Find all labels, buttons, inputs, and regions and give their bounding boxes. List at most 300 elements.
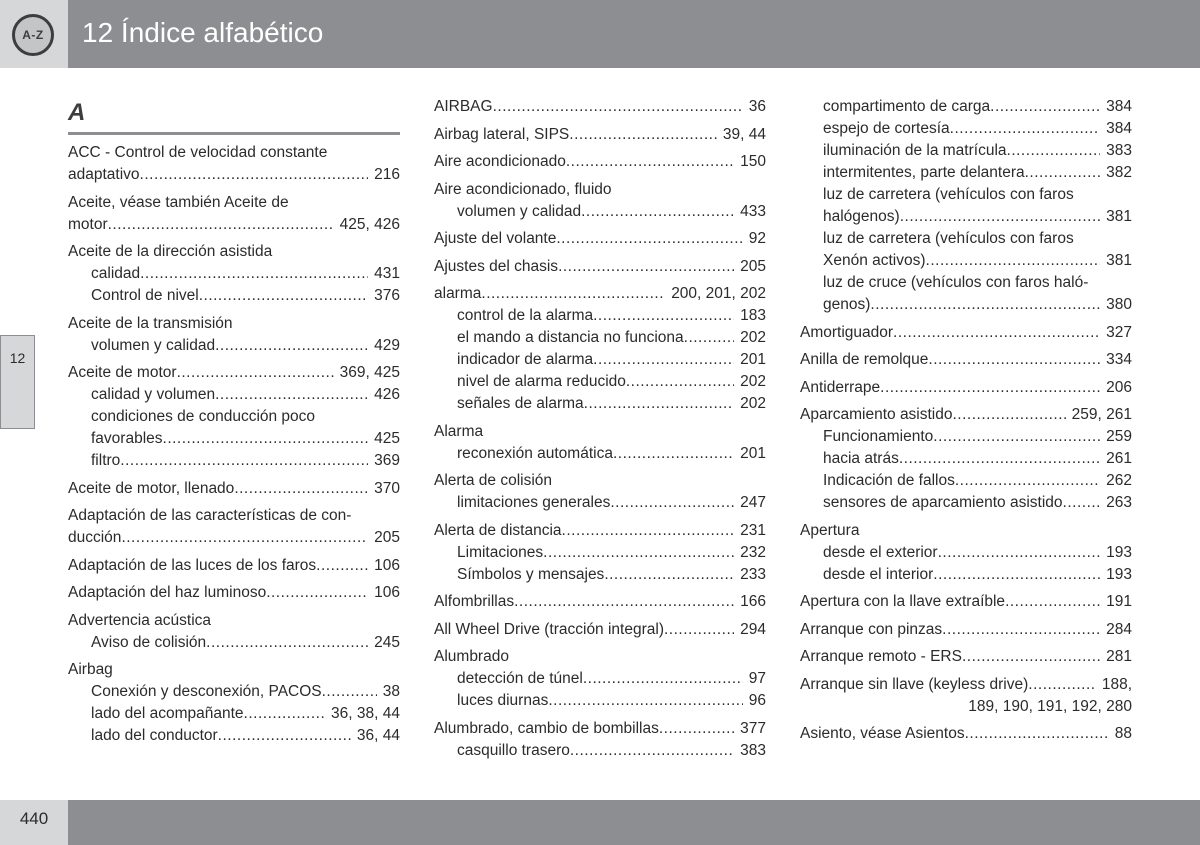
dot-leader bbox=[955, 470, 1100, 492]
entry-term: sensores de aparcamiento asistido bbox=[823, 494, 1063, 511]
entry-term: Adaptación de las características de con- bbox=[68, 507, 352, 524]
index-entry bbox=[68, 610, 400, 654]
index-line bbox=[68, 555, 400, 577]
page-number-box bbox=[0, 800, 68, 845]
entry-term: Alerta de colisión bbox=[434, 472, 553, 489]
page-reference: 381 bbox=[1106, 252, 1132, 269]
page-reference: 97 bbox=[748, 670, 766, 687]
entry-term: volumen y calidad bbox=[91, 336, 216, 354]
index-subentry bbox=[434, 305, 766, 327]
index-entry bbox=[800, 591, 1132, 613]
entry-term: Alerta de distancia bbox=[434, 521, 562, 539]
page-reference: 259, 261 bbox=[1071, 406, 1132, 423]
dot-leader bbox=[177, 362, 334, 384]
index-subentry bbox=[434, 668, 766, 690]
entry-term: Alumbrado, cambio de bombillas bbox=[434, 719, 659, 737]
entry-term: alarma bbox=[434, 285, 482, 302]
page-reference: 188, bbox=[1101, 675, 1132, 693]
entry-term: Aire acondicionado bbox=[434, 153, 566, 170]
page-reference: 205 bbox=[740, 257, 766, 275]
entry-term: Conexión y desconexión, PACOS bbox=[91, 683, 322, 700]
index-line bbox=[800, 646, 1132, 668]
a-z-index-icon: A-Z bbox=[12, 14, 54, 56]
index-subentry bbox=[434, 349, 766, 371]
index-subentry bbox=[800, 184, 1132, 206]
page-reference: 261 bbox=[1106, 450, 1132, 467]
page-reference: 106 bbox=[374, 584, 400, 601]
entry-term: filtro bbox=[91, 452, 121, 469]
index-entry bbox=[800, 674, 1132, 718]
entry-term: compartimento de carga bbox=[823, 98, 991, 115]
dot-leader bbox=[140, 164, 369, 186]
index-entry bbox=[800, 377, 1132, 399]
index-subentry bbox=[434, 542, 766, 564]
page-reference: 36 bbox=[748, 98, 766, 115]
entry-term: el mando a distancia no funciona bbox=[457, 329, 684, 346]
entry-term: volumen y calidad bbox=[457, 202, 582, 220]
entry-term: control de la alarma bbox=[457, 307, 594, 324]
index-line bbox=[68, 142, 400, 164]
entry-term: Airbag bbox=[68, 661, 113, 678]
dot-leader bbox=[950, 118, 1100, 140]
dot-leader bbox=[1025, 162, 1101, 184]
page-reference: 294 bbox=[740, 620, 766, 638]
page-reference: 231 bbox=[740, 521, 766, 539]
page-reference: 106 bbox=[374, 556, 400, 574]
page-reference: 36, 44 bbox=[356, 727, 400, 744]
index-subentry bbox=[434, 564, 766, 586]
page-reference: 232 bbox=[740, 543, 766, 561]
dot-leader bbox=[933, 426, 1100, 448]
entry-term: Airbag lateral, SIPS bbox=[434, 125, 570, 143]
index-subentry bbox=[800, 250, 1132, 272]
page-reference: 327 bbox=[1106, 323, 1132, 341]
entry-term: condiciones de conducción poco bbox=[91, 408, 316, 425]
page-reference: 380 bbox=[1106, 296, 1132, 313]
index-subentry bbox=[800, 564, 1132, 586]
index-entry bbox=[434, 646, 766, 712]
dot-leader bbox=[121, 527, 368, 549]
index-subentry bbox=[68, 406, 400, 428]
dot-leader bbox=[965, 723, 1109, 745]
dot-leader bbox=[893, 322, 1100, 344]
index-entry bbox=[434, 470, 766, 514]
index-entry bbox=[434, 283, 766, 415]
dot-leader bbox=[870, 294, 1100, 316]
entry-term: luces diurnas bbox=[457, 692, 549, 709]
dot-leader bbox=[583, 668, 743, 690]
page-reference: 377 bbox=[740, 719, 766, 737]
page-reference: 247 bbox=[740, 494, 766, 511]
index-line bbox=[800, 723, 1132, 745]
page-reference: 384 bbox=[1106, 120, 1132, 137]
page-reference: 334 bbox=[1106, 351, 1132, 368]
entry-term: Arranque remoto - ERS bbox=[800, 648, 962, 665]
dot-leader bbox=[120, 450, 368, 472]
page-reference: 150 bbox=[740, 153, 766, 170]
index-subentry bbox=[68, 450, 400, 472]
index-line bbox=[800, 591, 1132, 613]
entry-term: Amortiguador bbox=[800, 323, 894, 341]
page-footer bbox=[0, 800, 1200, 845]
index-subentry bbox=[800, 492, 1132, 514]
index-entry bbox=[68, 362, 400, 472]
index-line bbox=[800, 377, 1132, 399]
index-line bbox=[800, 674, 1132, 696]
entry-term: Aceite, véase también Aceite de bbox=[68, 193, 289, 211]
dot-leader bbox=[664, 619, 734, 641]
index-entry bbox=[68, 582, 400, 604]
index-entry bbox=[434, 256, 766, 278]
index-entry bbox=[68, 192, 400, 236]
index-entry bbox=[434, 421, 766, 465]
index-subentry bbox=[68, 285, 400, 307]
index-line bbox=[68, 659, 400, 681]
entry-term: Funcionamiento bbox=[823, 428, 934, 445]
dot-leader bbox=[928, 349, 1100, 371]
entry-term: lado del conductor bbox=[91, 727, 218, 744]
index-subentry bbox=[800, 162, 1132, 184]
index-line bbox=[68, 362, 400, 384]
dot-leader bbox=[493, 96, 743, 118]
index-entry bbox=[68, 313, 400, 357]
page-reference: 193 bbox=[1106, 543, 1132, 561]
entry-term: Alfombrillas bbox=[434, 593, 515, 610]
index-line bbox=[434, 718, 766, 740]
dot-leader bbox=[1005, 591, 1100, 613]
index-line bbox=[434, 96, 766, 118]
page-reference: 425, 426 bbox=[339, 215, 400, 233]
page-reference: 96 bbox=[748, 692, 766, 709]
page-reference: 191 bbox=[1106, 593, 1132, 610]
entry-term: luz de carretera (vehículos con faros bbox=[823, 230, 1074, 247]
entry-term: Apertura bbox=[800, 521, 860, 539]
index-entry bbox=[68, 142, 400, 186]
index-subentry bbox=[434, 690, 766, 712]
index-line bbox=[68, 582, 400, 604]
dot-leader bbox=[514, 591, 734, 613]
dot-leader bbox=[234, 478, 368, 500]
entry-term: Arranque con pinzas bbox=[800, 620, 943, 638]
index-entry bbox=[434, 591, 766, 613]
dot-leader bbox=[215, 335, 368, 357]
entry-term: detección de túnel bbox=[457, 670, 583, 687]
index-subentry bbox=[800, 542, 1132, 564]
entry-term: casquillo trasero bbox=[457, 741, 570, 759]
entry-term: Aparcamiento asistido bbox=[800, 406, 953, 423]
entry-term: Aire acondicionado, fluido bbox=[434, 180, 612, 198]
page-reference: 384 bbox=[1106, 98, 1132, 115]
entry-term: Aceite de motor bbox=[68, 364, 177, 381]
dot-leader bbox=[626, 371, 734, 393]
page-header bbox=[0, 0, 1200, 68]
entry-term: Aceite de la transmisión bbox=[68, 314, 233, 332]
index-subentry bbox=[800, 470, 1132, 492]
entry-term: calidad bbox=[91, 265, 141, 282]
entry-term: Aviso de colisión bbox=[91, 633, 207, 651]
page-number: 440 bbox=[19, 809, 49, 828]
dot-leader bbox=[942, 619, 1100, 641]
entry-term: adaptativo bbox=[68, 166, 140, 183]
entry-term: Alumbrado bbox=[434, 648, 509, 665]
dot-leader bbox=[610, 492, 734, 514]
index-subentry bbox=[434, 327, 766, 349]
dot-leader bbox=[880, 377, 1100, 399]
page-reference: 281 bbox=[1106, 648, 1132, 665]
index-line bbox=[800, 322, 1132, 344]
dot-leader bbox=[593, 305, 734, 327]
page-reference: 202 bbox=[740, 373, 766, 390]
dot-leader bbox=[163, 428, 369, 450]
dot-leader bbox=[613, 443, 734, 465]
entry-term: lado del acompañante bbox=[91, 705, 244, 722]
page-reference: 425 bbox=[374, 430, 400, 447]
page-reference: 189, 190, 191, 192, 280 bbox=[968, 697, 1132, 715]
dot-leader bbox=[266, 582, 368, 604]
page-reference: 88 bbox=[1114, 725, 1132, 742]
entry-term: luz de carretera (vehículos con faros bbox=[823, 186, 1074, 203]
entry-term: Alarma bbox=[434, 422, 484, 440]
index-entry bbox=[434, 520, 766, 586]
dot-leader bbox=[562, 520, 735, 542]
dot-leader bbox=[581, 201, 734, 223]
dot-leader bbox=[566, 151, 734, 173]
index-subentry bbox=[434, 740, 766, 762]
index-subentry bbox=[434, 371, 766, 393]
index-subentry bbox=[434, 492, 766, 514]
index-entry bbox=[800, 619, 1132, 641]
entry-term: Aceite de la dirección asistida bbox=[68, 243, 273, 260]
entry-term: All Wheel Drive (tracción integral) bbox=[434, 620, 664, 638]
dot-leader bbox=[558, 256, 734, 278]
page-reference: 426 bbox=[374, 386, 400, 403]
entry-term: indicador de alarma bbox=[457, 351, 594, 368]
page-reference: 205 bbox=[374, 529, 400, 546]
index-line bbox=[434, 228, 766, 250]
entry-term: Limitaciones bbox=[457, 543, 544, 561]
index-entry bbox=[68, 659, 400, 747]
index-subentry bbox=[68, 428, 400, 450]
entry-term: Anilla de remolque bbox=[800, 351, 929, 368]
index-subentry bbox=[434, 393, 766, 415]
entry-term: iluminación de la matrícula bbox=[823, 142, 1007, 159]
index-line bbox=[434, 151, 766, 173]
page-reference: 245 bbox=[374, 633, 400, 651]
index-entry bbox=[68, 241, 400, 307]
dot-leader bbox=[569, 124, 717, 146]
page-reference: 39, 44 bbox=[722, 125, 766, 143]
index-subentry bbox=[68, 703, 400, 725]
entry-term: Ajustes del chasis bbox=[434, 257, 559, 275]
entry-term: ducción bbox=[68, 529, 122, 546]
index-line bbox=[434, 619, 766, 641]
dot-leader bbox=[1063, 492, 1101, 514]
index-entry bbox=[68, 505, 400, 549]
index-line bbox=[434, 179, 766, 201]
page-reference: 382 bbox=[1106, 164, 1132, 181]
entry-term: Control de nivel bbox=[91, 287, 199, 304]
index-entry bbox=[434, 96, 766, 118]
page-reference: 38 bbox=[382, 683, 400, 700]
entry-term: Xenón activos) bbox=[823, 252, 926, 269]
page-reference: 376 bbox=[374, 287, 400, 304]
index-entry bbox=[800, 723, 1132, 745]
index-line bbox=[68, 527, 400, 549]
entry-term: calidad y volumen bbox=[91, 386, 216, 403]
index-column-3 bbox=[800, 96, 1132, 751]
index-subentry bbox=[68, 632, 400, 654]
dot-leader bbox=[900, 206, 1100, 228]
index-entry bbox=[800, 349, 1132, 371]
index-entry bbox=[434, 179, 766, 223]
entry-term: genos) bbox=[823, 296, 871, 313]
page-reference: 36, 38, 44 bbox=[331, 705, 400, 722]
dot-leader bbox=[899, 448, 1100, 470]
dot-leader bbox=[684, 327, 734, 349]
dot-leader bbox=[1007, 140, 1101, 162]
entry-term: hacia atrás bbox=[823, 450, 899, 467]
index-subentry bbox=[800, 448, 1132, 470]
index-subentry bbox=[68, 263, 400, 285]
entry-term: Asiento, véase Asientos bbox=[800, 725, 965, 742]
dot-leader bbox=[215, 384, 368, 406]
page-title: 12 Índice alfabético bbox=[82, 17, 324, 48]
entry-term: Indicación de fallos bbox=[823, 472, 955, 489]
entry-term: AIRBAG bbox=[434, 98, 493, 115]
dot-leader bbox=[604, 564, 734, 586]
index-line bbox=[68, 610, 400, 632]
dot-leader bbox=[926, 250, 1101, 272]
page-reference: 259 bbox=[1106, 428, 1132, 445]
page-reference: 92 bbox=[748, 230, 766, 247]
dot-leader bbox=[990, 96, 1100, 118]
index-entry bbox=[800, 96, 1132, 316]
index-subentry bbox=[800, 272, 1132, 294]
page-reference: 201 bbox=[740, 351, 766, 368]
index-subentry bbox=[800, 140, 1132, 162]
dot-leader bbox=[316, 555, 368, 577]
dot-leader bbox=[206, 632, 368, 654]
page-reference: 206 bbox=[1106, 378, 1132, 396]
page-reference: 200, 201, 202 bbox=[671, 285, 766, 302]
page-reference: 284 bbox=[1106, 620, 1132, 638]
page-reference: 262 bbox=[1106, 472, 1132, 489]
dot-leader bbox=[108, 214, 334, 236]
page-reference: 369, 425 bbox=[339, 364, 400, 381]
index-entry bbox=[434, 718, 766, 762]
entry-term: Aceite de motor, llenado bbox=[68, 479, 235, 497]
dot-leader bbox=[199, 285, 368, 307]
entry-term: nivel de alarma reducido bbox=[457, 373, 626, 390]
dot-leader bbox=[140, 263, 368, 285]
index-line bbox=[68, 478, 400, 500]
entry-term: Antiderrape bbox=[800, 378, 881, 396]
page-reference: 263 bbox=[1106, 494, 1132, 511]
page-reference: 369 bbox=[374, 452, 400, 469]
page-reference: 202 bbox=[740, 395, 766, 412]
index-subentry bbox=[800, 426, 1132, 448]
dot-leader bbox=[1028, 674, 1096, 696]
index-entry bbox=[434, 619, 766, 641]
dot-leader bbox=[244, 703, 326, 725]
letter-heading: A bbox=[68, 99, 86, 126]
entry-term: favorables bbox=[91, 430, 163, 447]
index-line bbox=[434, 591, 766, 613]
index-subentry bbox=[68, 335, 400, 357]
index-entry bbox=[434, 124, 766, 146]
index-line bbox=[434, 124, 766, 146]
page-reference: 183 bbox=[740, 307, 766, 324]
index-line bbox=[68, 241, 400, 263]
index-subentry bbox=[68, 725, 400, 747]
index-subentry bbox=[434, 201, 766, 223]
entry-term: intermitentes, parte delantera bbox=[823, 164, 1025, 181]
dot-leader bbox=[548, 690, 742, 712]
index-column-1 bbox=[68, 96, 400, 753]
index-line bbox=[68, 192, 400, 214]
index-line bbox=[800, 349, 1132, 371]
dot-leader bbox=[481, 283, 665, 305]
entry-term: desde el interior bbox=[823, 565, 934, 583]
entry-term: reconexión automática bbox=[457, 444, 613, 462]
entry-term: Adaptación del haz luminoso bbox=[68, 584, 267, 601]
index-entry bbox=[434, 228, 766, 250]
page-reference: 233 bbox=[740, 565, 766, 583]
page-reference: 381 bbox=[1106, 208, 1132, 225]
dot-leader bbox=[556, 228, 742, 250]
dot-leader bbox=[543, 542, 734, 564]
index-entry bbox=[800, 404, 1132, 514]
index-line bbox=[800, 404, 1132, 426]
index-subentry bbox=[434, 443, 766, 465]
index-subentry bbox=[68, 384, 400, 406]
dot-leader bbox=[570, 740, 734, 762]
chapter-side-tab: 12 bbox=[0, 335, 35, 429]
dot-leader bbox=[218, 725, 351, 747]
page-reference: 202 bbox=[740, 329, 766, 346]
index-subentry bbox=[800, 118, 1132, 140]
index-line bbox=[800, 696, 1132, 718]
page-reference: 431 bbox=[374, 265, 400, 282]
index-line bbox=[434, 520, 766, 542]
entry-term: Símbolos y mensajes bbox=[457, 565, 605, 583]
entry-term: Adaptación de las luces de los faros bbox=[68, 556, 317, 574]
index-line bbox=[68, 505, 400, 527]
index-subentry bbox=[800, 206, 1132, 228]
index-column-2 bbox=[434, 96, 766, 767]
index-entry bbox=[800, 520, 1132, 586]
page-reference: 166 bbox=[740, 593, 766, 610]
index-line bbox=[434, 256, 766, 278]
index-line bbox=[68, 214, 400, 236]
page-reference: 370 bbox=[374, 479, 400, 497]
dot-leader bbox=[953, 404, 1066, 426]
index-line bbox=[68, 164, 400, 186]
index-entry bbox=[800, 646, 1132, 668]
index-line bbox=[434, 470, 766, 492]
index-entry bbox=[68, 478, 400, 500]
index-subentry bbox=[800, 96, 1132, 118]
entry-term: luz de cruce (vehículos con faros haló- bbox=[823, 274, 1089, 291]
entry-term: Advertencia acústica bbox=[68, 611, 212, 629]
index-line bbox=[434, 421, 766, 443]
dot-leader bbox=[593, 349, 734, 371]
entry-term: desde el exterior bbox=[823, 543, 938, 561]
index-line bbox=[800, 619, 1132, 641]
dot-leader bbox=[584, 393, 734, 415]
section-badge-box bbox=[0, 0, 68, 68]
index-line bbox=[68, 313, 400, 335]
